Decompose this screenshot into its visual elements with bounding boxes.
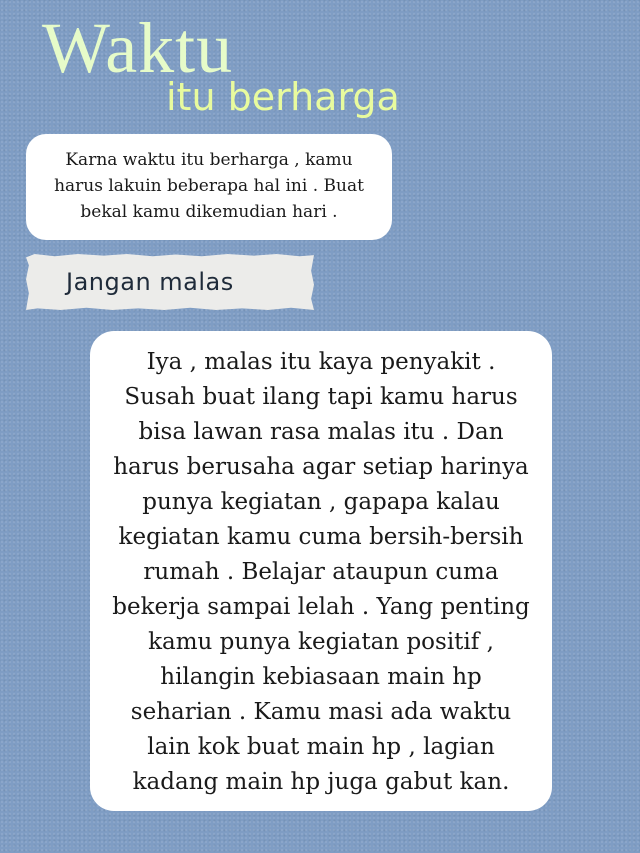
body-card — [90, 331, 552, 811]
intro-line: bekal kamu dikemudian hari . — [80, 202, 338, 222]
page-subtitle: itu berharga — [166, 75, 400, 119]
body-line: bisa lawan rasa malas itu . Dan — [138, 419, 504, 445]
body-line: lain kok buat main hp , lagian — [147, 734, 495, 760]
body-line: kegiatan kamu cuma bersih-bersih — [118, 524, 524, 550]
body-line: Susah buat ilang tapi kamu harus — [124, 384, 518, 410]
body-line: bekerja sampai lelah . Yang penting — [112, 594, 530, 620]
body-line: rumah . Belajar ataupun cuma — [143, 559, 499, 585]
body-line: kadang main hp juga gabut kan. — [132, 769, 510, 795]
body-line: harus berusaha agar setiap harinya — [113, 454, 529, 480]
intro-line: Karna waktu itu berharga , kamu — [65, 150, 353, 170]
section-label: Jangan malas — [66, 268, 234, 296]
body-line: hilangin kebiasaan main hp — [160, 664, 482, 690]
body-line: Iya , malas itu kaya penyakit . — [146, 349, 496, 375]
body-line: seharian . Kamu masi ada waktu — [130, 699, 512, 725]
intro-line: harus lakuin beberapa hal ini . Buat — [54, 176, 364, 196]
intro-card — [26, 134, 392, 240]
page-title: Waktu — [42, 8, 234, 88]
body-line: kamu punya kegiatan positif , — [148, 629, 494, 655]
body-line: punya kegiatan , gapapa kalau — [142, 489, 500, 515]
